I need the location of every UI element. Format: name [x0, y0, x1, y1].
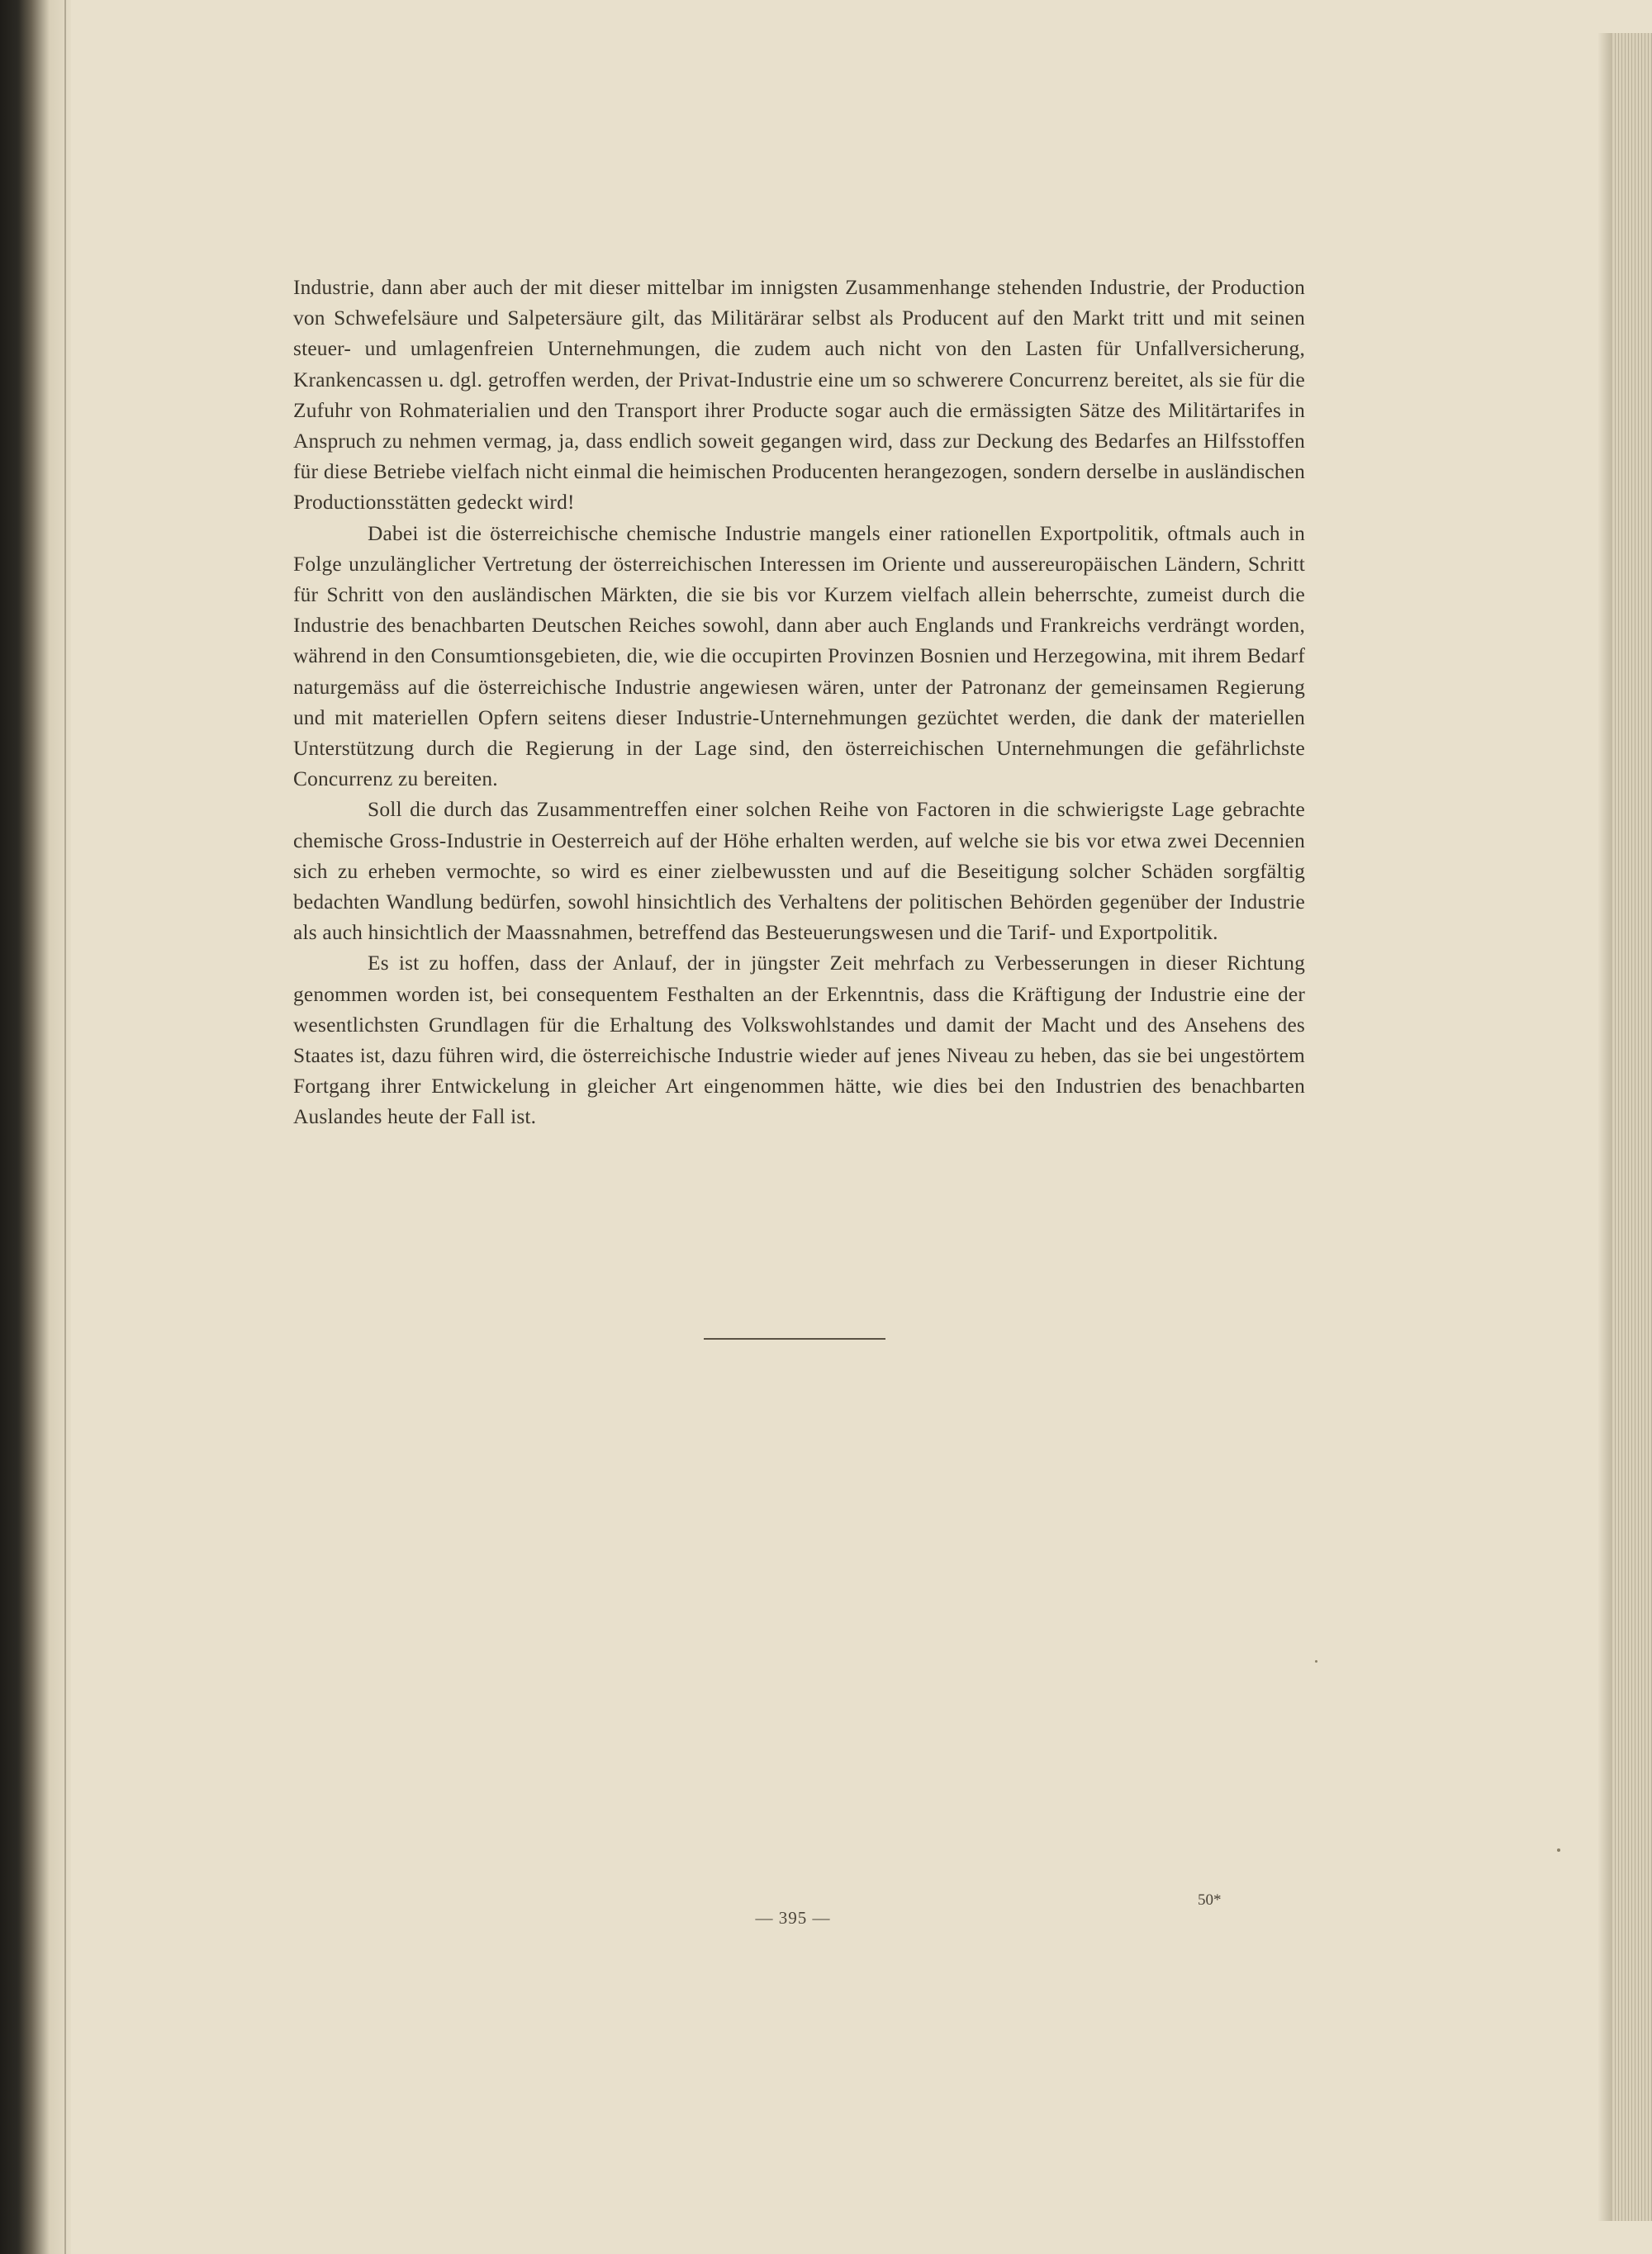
body-text: [293, 273, 1305, 1133]
page-number: — 395 —: [755, 1908, 831, 1928]
paragraph-2: Dabei ist die österreichische chemische Industrie mangels einer rationellen Exportpolitik, oftmals auch in Folge unzulänglicher Vertretung der österreichischen Interessen im Oriente und aussereuropäischen Ländern, Schritt für Schritt von den ausländischen Märkten, die sie bis vor Kurzem vielfach allein beherrschte, zumeist durch die Industrie des benachbarten Deutschen Reiches sowohl, dann aber auch Englands und Frankreichs verdrängt worden, während in den Consumtionsgebieten, die, wie die occupirten Provinzen Bosnien und Herzegowina, mit ihrem Bedarf naturgemäss auf die österreichische Industrie angewiesen wären, unter der Patronanz der gemeinsamen Regierung und mit materiellen Opfern seitens dieser Industrie-Unternehmungen gezüchtet werden, die dank der materiellen Unterstützung durch die Regierung in der Lage sind, den österreichischen Unternehmungen die gefährlichste Concurrenz zu bereiten.: [293, 521, 1305, 791]
page-fold-line: [64, 0, 66, 2254]
paragraph-4: Es ist zu hoffen, dass der Anlauf, der in jüngster Zeit mehrfach zu Verbesserungen in dieser Richtung genommen worden ist, bei consequentem Festhalten an der Erkenntnis, dass die Kräftigung der Industrie eine der wesentlichsten Grundlagen für die Erhaltung des Volkswohlstandes und damit der Macht und des Ansehens des Staates ist, dazu führen wird, die österreichische Industrie wieder auf jenes Niveau zu heben, das sie bei ungestörtem Fortgang ihrer Entwickelung in gleicher Art eingenommen hätte, wie dies bei den Industrien des benachbarten Auslandes heute der Fall ist.: [293, 951, 1305, 1129]
end-rule: [704, 1338, 885, 1340]
paper-speck: [1315, 1660, 1317, 1663]
signature-mark: 50*: [1198, 1891, 1222, 1909]
book-binding-edge: [0, 0, 71, 2254]
page-stack-edge: [1612, 33, 1652, 2221]
paper-speck: [1557, 1848, 1560, 1852]
paragraph-3: Soll die durch das Zusammentreffen einer solchen Reihe von Factoren in die schwierigste Lage gebrachte chemische Gross-Industrie in Oesterreich auf der Höhe erhalten werden, auf welche sie bis vor etwa zwei Decennien sich zu erheben vermochte, so wird es einer zielbewussten und auf die Beseitigung solcher Schäden sorgfältig bedachten Wandlung bedürfen, sowohl hinsichtlich des Verhaltens der politischen Behörden gegenüber der Industrie als auch hinsichtlich der Maassnahmen, betreffend das Besteuerungswesen und die Tarif- und Exportpolitik.: [293, 798, 1305, 945]
paragraph-1: Industrie, dann aber auch der mit dieser mittelbar im innigsten Zusammenhange stehenden Industrie, der Production von Schwefelsäure und Salpetersäure gilt, das Militärärar selbst als Producent auf den Markt tritt und mit seinen steuer- und umlagenfreien Unternehmungen, die zudem auch nicht von den Lasten für Unfallversicherung, Krankencassen u. dgl. getroffen werden, der Privat-Industrie eine um so schwerere Concurrenz bereitet, als sie für die Zufuhr von Rohmaterialien und den Transport ihrer Producte sogar auch die ermässigten Sätze des Militärtarifes in Anspruch zu nehmen vermag, ja, dass endlich soweit gegangen wird, dass zur Deckung des Bedarfes an Hilfsstoffen für diese Betriebe vielfach nicht einmal die heimischen Producenten herangezogen, sondern derselbe in ausländischen Productionsstätten gedeckt wird!: [293, 276, 1305, 515]
page-stack-shadow: [1597, 33, 1612, 2221]
